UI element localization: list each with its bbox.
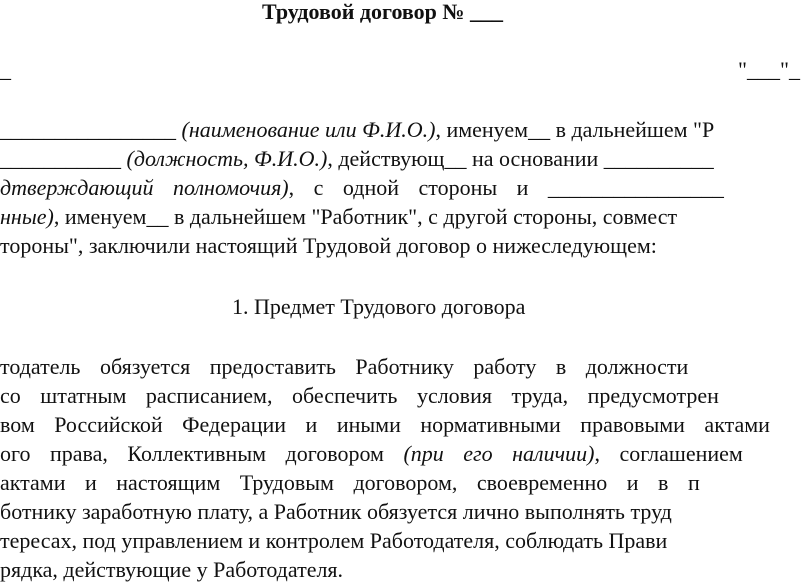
text-run: со штатным расписанием, обеспечить условия труда, предусмотрен (0, 383, 719, 408)
section-1-heading: 1. Предмет Трудового договора (232, 294, 526, 319)
section-1-line-7 (0, 527, 667, 555)
preamble-line-4 (0, 203, 677, 231)
text-run: ого права, Коллективным договором (0, 441, 404, 466)
preamble-line-5 (0, 232, 657, 260)
text-run: (при его наличии) (403, 441, 595, 466)
text-run: вом Российской Федерации и иными нормативными правовыми актами (0, 412, 770, 437)
preamble-line-3 (0, 174, 724, 202)
text-run: , именуем__ в дальнейшем "Р (435, 117, 715, 142)
place-blank: _ (0, 57, 11, 82)
section-1-line-8 (0, 556, 343, 584)
text-run: дтверждающий полномочия) (0, 175, 289, 200)
text-run: (должность, Ф.И.О.) (126, 146, 328, 171)
text-run: , соглашением (594, 441, 743, 466)
text-run: , с одной стороны и ________________ (288, 175, 724, 200)
text-run: (наименование или Ф.И.О.) (181, 117, 436, 142)
section-1-line-5 (0, 469, 700, 497)
section-1-line-1 (0, 353, 688, 381)
text-run: ________________ (0, 117, 182, 142)
text-run: , действующ__ на основании __________ (327, 146, 714, 171)
text-run: , именуем__ в дальнейшем "Работник", с другой стороны, совмест (53, 204, 678, 229)
section-1-line-3 (0, 411, 770, 439)
section-1-line-4 (0, 440, 743, 468)
text-run: актами и настоящим Трудовым договором, своевременно и в п (0, 470, 700, 495)
text-run: тересах, под управлением и контролем Работодателя, соблюдать Прави (0, 528, 668, 553)
section-1-line-6 (0, 498, 672, 526)
text-run: рядка, действующие у Работодателя. (0, 557, 344, 582)
preamble-line-1 (0, 116, 714, 144)
preamble-line-2 (0, 145, 714, 173)
text-run: тодатель обязуется предоставить Работнику работу в должности (0, 354, 689, 379)
document-title: Трудовой договор № ___ (262, 0, 503, 24)
date-blank: "___"_ (738, 57, 800, 82)
section-1-line-2 (0, 382, 719, 410)
text-run: ___________ (0, 146, 127, 171)
text-run: ботнику заработную плату, а Работник обязуется лично выполнять труд (0, 499, 672, 524)
text-run: нные) (0, 204, 54, 229)
text-run: тороны", заключили настоящий Трудовой договор о нижеследующем: (0, 233, 657, 258)
